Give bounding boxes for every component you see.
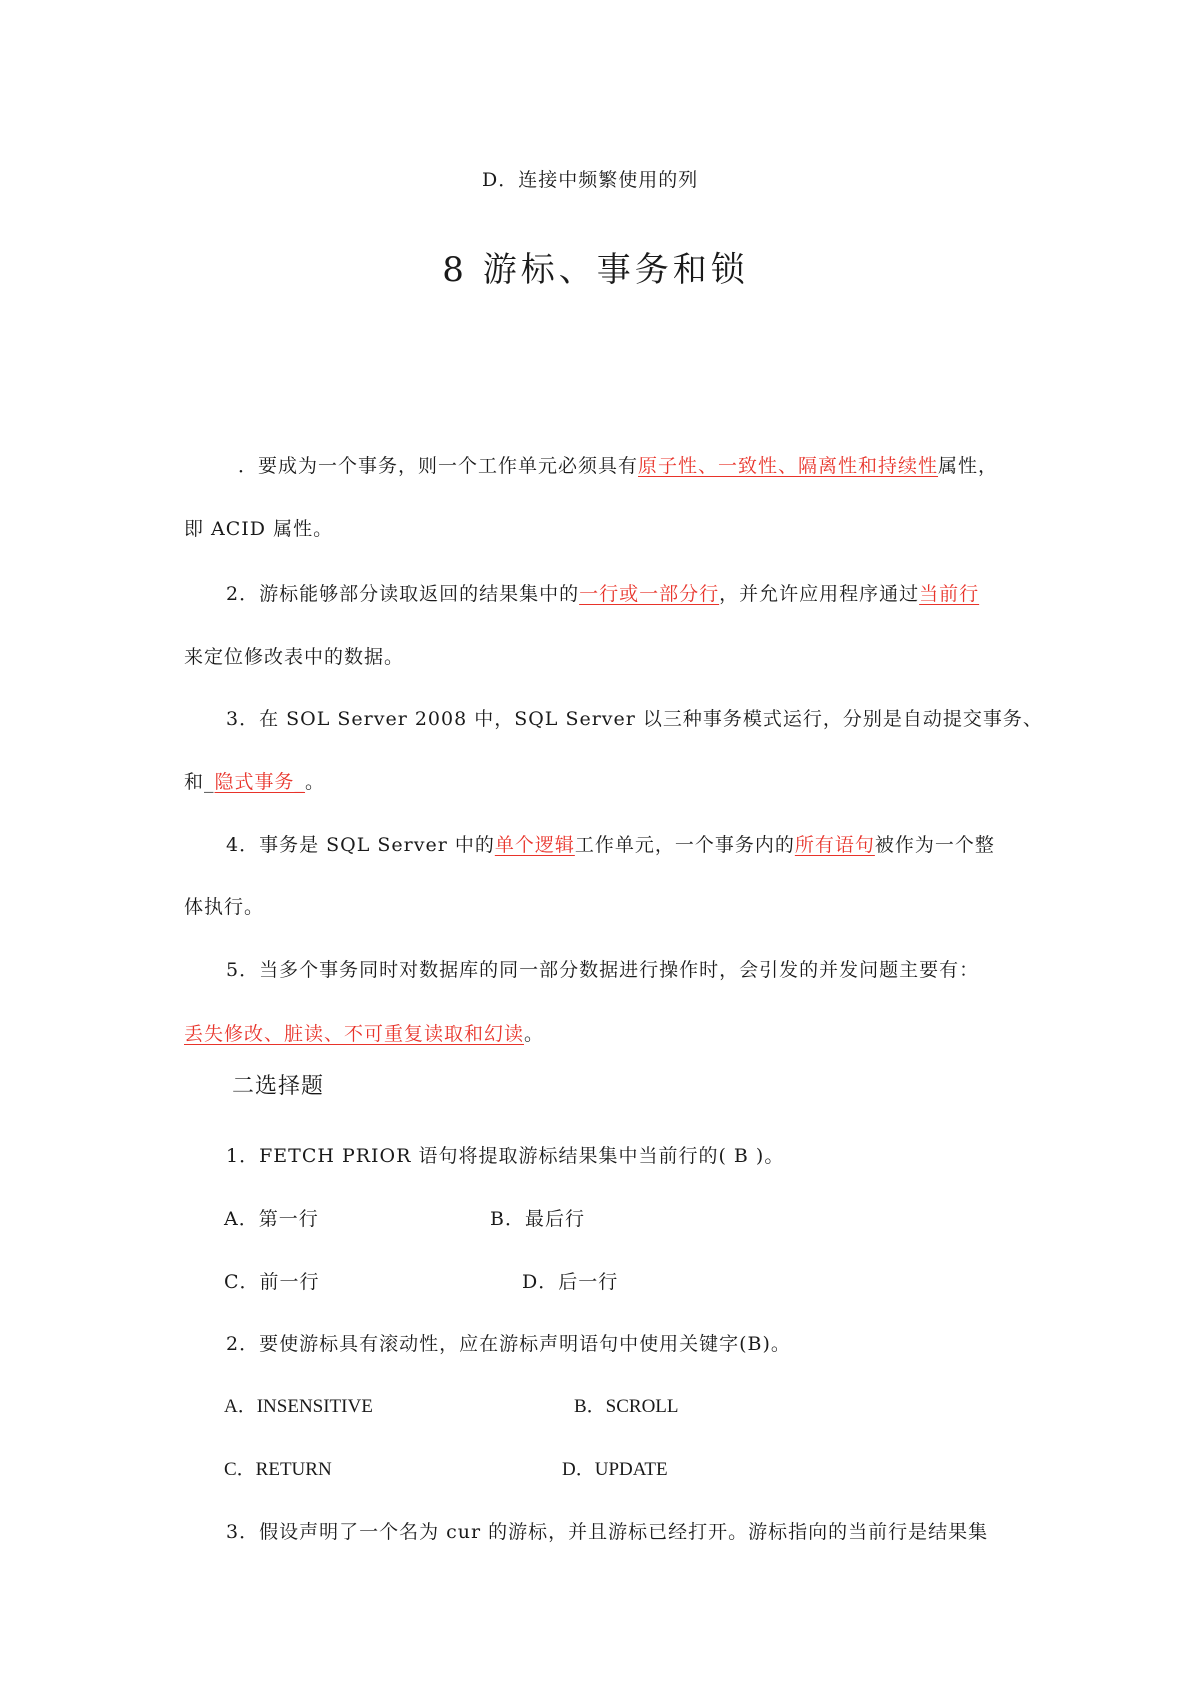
fill-question-3: 3．在 SOL Server 2008 中，SQL Server 以三种事务模式运行，分别是自动提交事务、: [226, 708, 1043, 730]
choice-question-2-stem: 2．要使游标具有滚动性，应在游标声明语句中使用关键字(B)。: [226, 1333, 791, 1355]
fill-q4-answer-1: 单个逻辑: [494, 834, 575, 856]
choice-q1-option-c: C．前一行: [224, 1271, 320, 1293]
choice-q2-option-c: C．RETURN: [224, 1459, 332, 1480]
choice-q1-option-a: A．第一行: [224, 1208, 319, 1230]
choice-q2-option-d: D．UPDATE: [562, 1459, 668, 1480]
choice-question-3-stem: 3．假设声明了一个名为 cur 的游标，并且游标已经打开。游标指向的当前行是结果集: [226, 1521, 989, 1543]
fill-q4-prefix: 4．事务是 SQL Server 中的: [226, 834, 495, 856]
fill-q1-suffix: 属性，: [938, 455, 999, 477]
fill-q2-middle: ，并允许应用程序通过: [719, 583, 920, 605]
fill-q5-suffix: 。: [524, 1023, 545, 1045]
fill-q2-prefix: 2．游标能够部分读取返回的结果集中的: [226, 583, 580, 605]
fill-q1-prefix: ．要成为一个事务，则一个工作单元必须具有: [238, 455, 639, 477]
fill-q4-answer-2: 所有语句: [794, 834, 875, 856]
fill-question-1: [238, 452, 998, 480]
chapter-title: 8 游标、事务和锁: [442, 250, 749, 290]
fill-q5-answer: 丢失修改、脏读、不可重复读取和幻读: [184, 1023, 525, 1045]
fill-question-2: [226, 580, 979, 608]
fill-question-3-continued: [184, 768, 325, 796]
section-heading: 二选择题: [232, 1074, 325, 1099]
fill-q3-suffix: 。: [305, 771, 326, 793]
fill-q3-answer: 隐式事务_: [214, 771, 306, 793]
fill-question-5-continued: [184, 1020, 544, 1048]
previous-option-d: D．连接中频繁使用的列: [482, 169, 699, 191]
fill-q3-prefix: 和_: [184, 771, 215, 793]
fill-question-2-continued: 来定位修改表中的数据。: [184, 646, 405, 668]
fill-q4-suffix: 被作为一个整: [874, 834, 995, 856]
fill-question-1-continued: 即 ACID 属性。: [184, 518, 334, 540]
fill-question-4: [226, 831, 995, 859]
choice-q2-option-a: A．INSENSITIVE: [224, 1396, 373, 1417]
fill-q1-answer: 原子性、一致性、隔离性和持续性: [638, 455, 939, 477]
fill-question-5: 5．当多个事务同时对数据库的同一部分数据进行操作时，会引发的并发问题主要有：: [226, 959, 980, 981]
choice-q1-option-d: D．后一行: [522, 1271, 619, 1293]
fill-q4-middle: 工作单元，一个事务内的: [574, 834, 795, 856]
fill-question-4-continued: 体执行。: [184, 896, 265, 918]
choice-question-1-stem: 1．FETCH PRIOR 语句将提取游标结果集中当前行的( B )。: [226, 1145, 785, 1167]
choice-q2-option-b: B．SCROLL: [574, 1396, 679, 1417]
choice-q1-option-b: B．最后行: [490, 1208, 585, 1230]
fill-q2-answer-2: 当前行: [919, 583, 980, 605]
fill-q2-answer-1: 一行或一部分行: [579, 583, 720, 605]
